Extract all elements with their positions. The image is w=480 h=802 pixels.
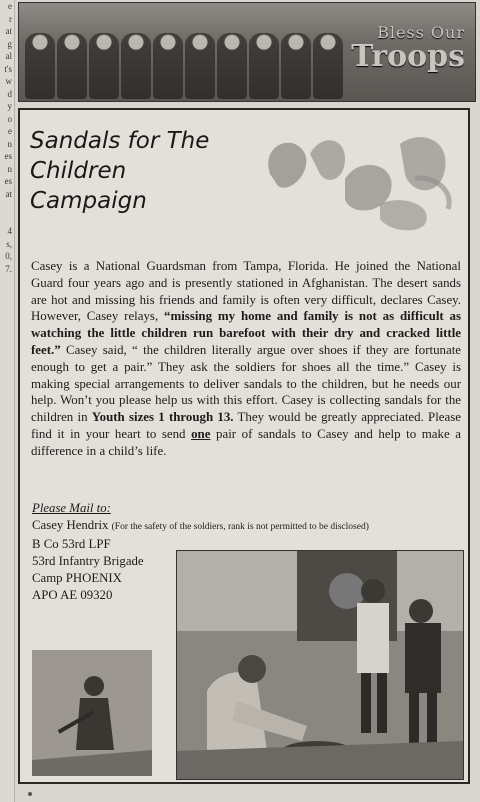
column-fragment — [0, 213, 14, 226]
heading-line-1: Sandals for The — [30, 128, 210, 154]
paragraph-run: “missing my home and family is not as difficult as watching the little children run barefoot with their dry and cracked little feet.” — [31, 309, 462, 357]
column-fragment: t's — [4, 63, 12, 74]
heading-line-2: Children Campaign — [30, 158, 147, 214]
banner-title-small: Bless Our — [377, 23, 465, 42]
column-fragment: n — [7, 138, 12, 149]
paragraph-run: They would be greatly appreciated. Please find it in your heart to send — [31, 410, 461, 441]
soldier-figure — [57, 33, 87, 99]
paragraph-run: one — [191, 426, 211, 441]
paragraph-run: Youth sizes 1 through 13. — [91, 410, 234, 425]
soldier-figure — [185, 33, 215, 99]
column-fragment: w — [5, 76, 12, 86]
column-fragment: at — [5, 26, 12, 36]
mail-line-3: 53rd Infantry Brigade — [32, 554, 144, 568]
column-fragment: r — [9, 13, 12, 24]
mail-name-line — [32, 517, 462, 536]
column-fragment: 4 — [7, 226, 12, 236]
column-fragment: s, — [6, 238, 12, 249]
soldier-figure — [281, 33, 311, 99]
article-body — [31, 258, 461, 460]
banner-title-big: Troops — [351, 39, 465, 74]
article-heading — [30, 126, 250, 216]
soldier-figure — [121, 33, 151, 99]
mail-title: Please Mail to: — [32, 501, 111, 515]
mail-name: Casey Hendrix — [32, 518, 109, 532]
mail-note: (For the safety of the soldiers, rank is not permitted to be disclosed) — [111, 522, 369, 532]
column-fragment — [0, 200, 14, 213]
mail-line-4: Camp PHOENIX — [32, 571, 122, 585]
column-fragment: al — [5, 51, 12, 61]
column-fragment: 7. — [5, 263, 12, 274]
footer-mark — [28, 792, 32, 796]
soldier-figure — [153, 33, 183, 99]
banner-title — [351, 23, 465, 72]
soldier-silhouette-photo — [32, 650, 152, 776]
troops-banner — [18, 2, 476, 102]
column-fragment: e — [8, 1, 12, 11]
sandals-illustration — [250, 124, 460, 234]
mail-line-5: APO AE 09320 — [32, 588, 113, 602]
column-fragment: es — [4, 176, 12, 186]
column-fragment: at — [5, 188, 12, 199]
soldier-figure — [217, 33, 247, 99]
soldier-figure — [89, 33, 119, 99]
soldier-figure — [313, 33, 343, 99]
column-fragment: d — [7, 88, 12, 99]
article-box — [18, 108, 470, 784]
column-fragment: e — [8, 126, 12, 136]
soldier-figure — [249, 33, 279, 99]
column-fragment: o — [7, 113, 12, 124]
adjacent-column-fragments — [0, 0, 15, 802]
column-fragment: es — [4, 151, 12, 161]
soldier-with-children-photo — [176, 550, 464, 780]
mail-line-2: B Co 53rd LPF — [32, 537, 111, 551]
soldier-figure — [25, 33, 55, 99]
paragraph-run: Casey said, “ the children literally argue over shoes if they are fortunate enough to get a pair.” They ask the soldiers for shoes all the time.” Casey is making special arrangements to deliver sandals to the children, but he needs our help. Won’t you please help us with this effort. Casey is collecting sandals for the children in — [31, 342, 461, 425]
paragraph-run: pair of sandals to Casey and help to make a difference in a child’s life. — [31, 426, 462, 458]
column-fragment: n — [7, 163, 12, 174]
paragraph-run: Casey is a National Guardsman from Tampa, Florida. He joined the National Guard four years ago and is presently stationed in Afghanistan. The desert sands are hot and missing his friends and family is often very difficult, declares Casey. However, Casey relays, — [31, 259, 461, 324]
column-fragment: 0, — [5, 251, 12, 261]
column-fragment: y — [7, 101, 12, 111]
column-fragment: g — [7, 38, 12, 49]
